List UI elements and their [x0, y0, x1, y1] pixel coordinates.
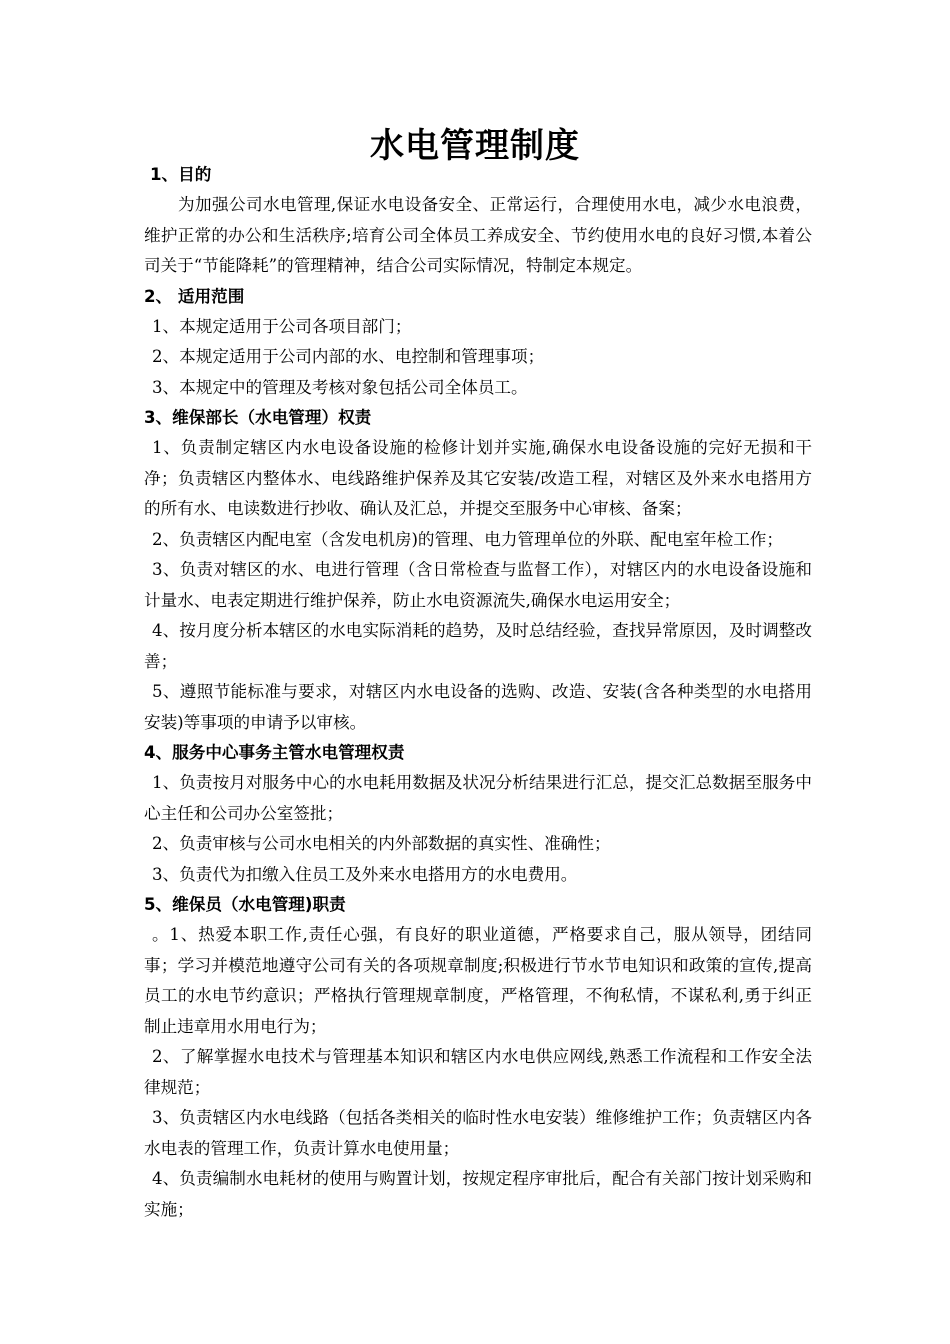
section-heading-scope: 2、 适用范围: [144, 286, 245, 306]
paragraph: 4、负责编制水电耗材的使用与购置计划，按规定程序审批后，配合有关部门按计划采购和实施；: [144, 1169, 812, 1219]
paragraph: 。1、热爱本职工作,责任心强，有良好的职业道德，严格要求自己，服从领导，团结同事；学习并模范地遵守公司有关的各项规章制度;积极进行节水节电知识和政策的宣传,提高员工的水电节约意识；严格执行管理规章制度，严格管理，不徇私情，不谋私利,勇于纠正制止违章用水用电行为；: [144, 925, 812, 1036]
paragraph: 3、负责对辖区的水、电进行管理（含日常检查与监督工作），对辖区内的水电设备设施和计量水、电表定期进行维护保养，防止水电资源流失,确保水电运用安全；: [144, 560, 812, 610]
paragraph: 5、遵照节能标准与要求，对辖区内水电设备的选购、改造、安装(含各种类型的水电搭用安装)等事项的申请予以审核。: [144, 682, 812, 732]
document-body: [144, 160, 812, 1225]
paragraph: 2、负责审核与公司水电相关的内外部数据的真实性、准确性；: [152, 834, 611, 853]
paragraph: 2、了解掌握水电技术与管理基本知识和辖区内水电供应网线,熟悉工作流程和工作安全法律规范；: [144, 1047, 812, 1097]
section-heading-maintenance-manager: 3、维保部长（水电管理）权责: [144, 408, 372, 427]
paragraph: 3、负责辖区内水电线路（包括各类相关的临时性水电安装）维修维护工作；负责辖区内各水电表的管理工作，负责计算水电使用量；: [144, 1108, 812, 1158]
paragraph: 2、本规定适用于公司内部的水、电控制和管理事项；: [152, 347, 545, 366]
paragraph: 3、本规定中的管理及考核对象包括公司全体员工。: [152, 377, 528, 397]
paragraph: 1、本规定适用于公司各项目部门；: [152, 316, 412, 336]
section-heading-service-center: 4、服务中心事务主管水电管理权责: [144, 743, 405, 762]
paragraph: 为加强公司水电管理,保证水电设备安全、正常运行，合理使用水电，减少水电浪费，维护正常的办公和生活秩序;培育公司全体员工养成安全、节约使用水电的良好习惯,本着公司关于“节能降耗”的管理精神，结合公司实际情况，特制定本规定。: [144, 195, 812, 275]
paragraph: 1、负责制定辖区内水电设备设施的检修计划并实施,确保水电设备设施的完好无损和干净；负责辖区内整体水、电线路维护保养及其它安装/改造工程，对辖区及外来水电搭用方的所有水、电读数进行抄收、确认及汇总，并提交至服务中心审核、备案；: [144, 438, 812, 518]
document-title: 水电管理制度: [370, 126, 580, 166]
paragraph: 3、负责代为扣缴入住员工及外来水电搭用方的水电费用。: [152, 864, 578, 884]
paragraph: 4、按月度分析本辖区的水电实际消耗的趋势，及时总结经验，查找异常原因，及时调整改善；: [144, 621, 812, 671]
paragraph: 2、负责辖区内配电室（含发电机房)的管理、电力管理单位的外联、配电室年检工作；: [152, 529, 783, 549]
paragraph: 1、负责按月对服务中心的水电耗用数据及状况分析结果进行汇总，提交汇总数据至服务中心主任和公司办公室签批；: [144, 773, 812, 823]
section-heading-purpose: 1、目的: [150, 165, 212, 184]
section-heading-maintenance-staff: 5、维保员（水电管理)职责: [144, 895, 346, 914]
